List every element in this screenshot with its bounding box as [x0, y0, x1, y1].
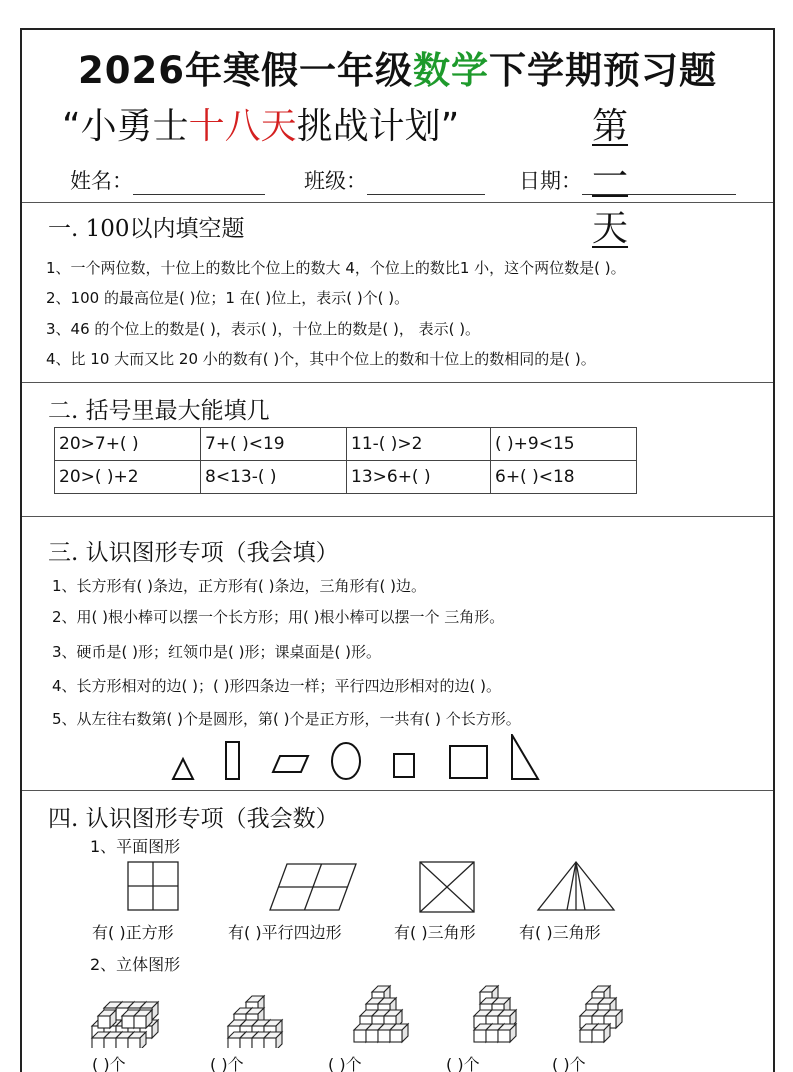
- table-cell[interactable]: 7+( )<19: [201, 428, 347, 461]
- s1-question-3: 3、46 的个位上的数是( )，表示( )，十位上的数是( )， 表示( )。: [46, 320, 481, 338]
- solid-answer-5: ( )个: [552, 1055, 586, 1072]
- triangle-shape: [173, 759, 193, 779]
- solid-shapes-label: 2、立体图形: [90, 955, 181, 974]
- s3-question-1: 1、长方形有( )条边，正方形有( )条边，三角形有( )边。: [52, 577, 426, 595]
- divider: [22, 516, 773, 517]
- cube-stack-2: [228, 996, 282, 1048]
- day-label: 第一天: [592, 106, 629, 249]
- name-field[interactable]: [70, 165, 265, 195]
- divider: [22, 202, 773, 203]
- circle-shape: [332, 743, 360, 779]
- divider: [22, 790, 773, 791]
- table-row: [55, 428, 637, 461]
- cube-stack-4: [474, 986, 516, 1042]
- cube-stack-1: [92, 1002, 158, 1048]
- cube-stack-5: [580, 986, 622, 1042]
- plane-answer-3: 有( )三角形: [394, 923, 476, 942]
- comparison-table: [54, 427, 637, 494]
- table-cell[interactable]: 20>( )+2: [55, 461, 201, 494]
- plane-answer-1: 有( )正方形: [92, 923, 174, 942]
- solid-answer-4: ( )个: [446, 1055, 480, 1072]
- table-cell[interactable]: 8<13-( ): [201, 461, 347, 494]
- shape-row: [162, 734, 562, 790]
- class-label: 班级：: [304, 169, 367, 193]
- right-triangle-shape: [512, 735, 538, 779]
- plane-shapes-label: 1、平面图形: [90, 837, 181, 856]
- table-cell[interactable]: 13>6+( ): [347, 461, 491, 494]
- table-cell[interactable]: 6+( )<18: [491, 461, 637, 494]
- name-label: 姓名：: [70, 169, 133, 193]
- table-cell[interactable]: 11-( )>2: [347, 428, 491, 461]
- section1-title: 一. 100以内填空题: [48, 216, 245, 242]
- plane-answer-4: 有( )三角形: [519, 923, 601, 942]
- cube-figures: [82, 982, 642, 1048]
- section3-title: 三. 认识图形专项（我会填）: [48, 540, 339, 566]
- crossed-square-figure: [420, 862, 474, 912]
- grid-square-figure: [128, 862, 178, 910]
- name-blank[interactable]: [133, 173, 265, 195]
- date-field[interactable]: [519, 165, 736, 195]
- s3-question-2: 2、用( )根小棒可以摆一个长方形；用( )根小棒可以摆一个 三角形。: [52, 608, 505, 626]
- cube-stack-3: [354, 986, 408, 1042]
- solid-answer-2: ( )个: [210, 1055, 244, 1072]
- s1-question-4: 4、比 10 大而又比 20 小的数有( )个，其中个位上的数和十位上的数相同的是( )。: [46, 350, 596, 368]
- title-part1: 2026年寒假一年级: [78, 49, 413, 92]
- table-cell[interactable]: ( )+9<15: [491, 428, 637, 461]
- table-row: [55, 461, 637, 494]
- subtitle-highlight: 十八天: [188, 106, 297, 147]
- table-cell[interactable]: 20>7+( ): [55, 428, 201, 461]
- fan-triangle-figure: [538, 862, 614, 910]
- solid-answer-1: ( )个: [92, 1055, 126, 1072]
- divider: [22, 382, 773, 383]
- section4-title: 四. 认识图形专项（我会数）: [48, 806, 339, 832]
- subtitle-close: 挑战计划”: [296, 106, 460, 147]
- worksheet-page: [20, 28, 775, 1072]
- page-title: [22, 40, 773, 94]
- class-field[interactable]: [304, 165, 485, 195]
- s3-question-5: 5、从左往右数第( )个是圆形，第( )个是正方形，一共有( ) 个长方形。: [52, 710, 521, 728]
- s1-question-2: 2、100 的最高位是( )位；1 在( )位上，表示( )个( )。: [46, 289, 410, 307]
- title-part2: 下学期预习题: [488, 49, 717, 92]
- wide-rectangle-shape: [450, 746, 487, 778]
- s3-question-4: 4、长方形相对的边( )；( )形四条边一样；平行四边形相对的边( )。: [52, 677, 501, 695]
- s1-question-1: 1、一个两位数，十位上的数比个位上的数大 4，个位上的数比1 小，这个两位数是( )。: [46, 259, 626, 277]
- section2-title: 二. 括号里最大能填几: [48, 398, 270, 424]
- date-blank[interactable]: [582, 173, 736, 195]
- parallelogram-figure: [270, 864, 356, 910]
- rectangle-shape: [226, 742, 239, 779]
- subtitle-open: “小勇士: [62, 106, 189, 147]
- plane-figures: [120, 860, 660, 920]
- plane-answer-2: 有( )平行四边形: [228, 923, 342, 942]
- class-blank[interactable]: [367, 173, 485, 195]
- solid-answer-3: ( )个: [328, 1055, 362, 1072]
- square-shape: [394, 754, 414, 777]
- s3-question-3: 3、硬币是( )形；红领巾是( )形；课桌面是( )形。: [52, 643, 381, 661]
- date-label: 日期：: [519, 169, 582, 193]
- parallelogram-shape: [273, 756, 308, 772]
- title-highlight: 数学: [412, 49, 489, 92]
